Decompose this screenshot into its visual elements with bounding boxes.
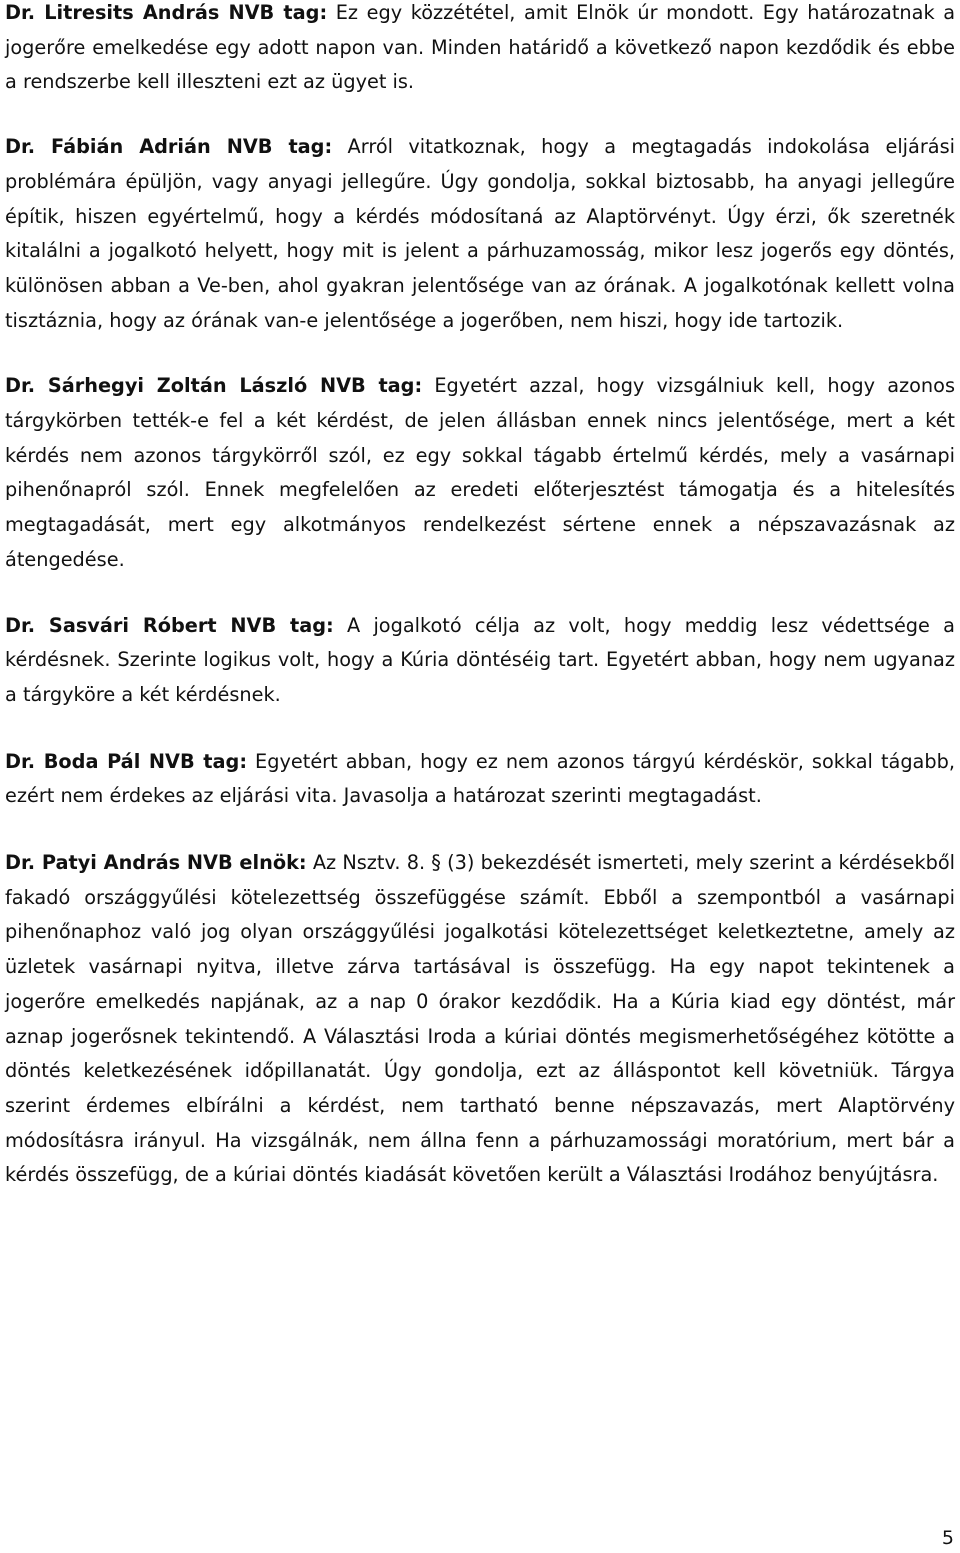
speaker-sasvari: Dr. Sasvári Róbert NVB tag: <box>5 613 334 637</box>
paragraph-boda <box>5 745 955 814</box>
paragraph-sarhegyi <box>5 369 955 577</box>
paragraph-fabian <box>5 130 955 338</box>
document-page <box>5 0 955 1193</box>
statement-sarhegyi: Egyetért azzal, hogy vizsgálniuk kell, hogy azonos tárgykörben tették-e fel a két kérdést, de jelen állásban ennek nincs jelentősége, mert a két kérdés nem azonos tárgykörről szól, ez egy sokkal tágabb értelmű kérdés, mely a vasárnapi pihenőnapról szól. Ennek megfelelően az eredeti előterjesztést támogatja és a hitelesítés megtagadását, mert egy alkotmányos rendelkezést sértene ennek a népszavazásnak az átengedése. <box>5 374 955 571</box>
speaker-patyi: Dr. Patyi András NVB elnök: <box>5 851 307 875</box>
statement-fabian: Arról vitatkoznak, hogy a megtagadás indokolása eljárási problémára épüljön, vagy anyagi jellegűre. Úgy gondolja, sokkal biztosabb, ha anyagi jellegűre építik, hiszen egyértelmű, hogy a kérdés módosítaná az Alaptörvényt. Úgy érzi, ők szeretnék kitalálni a jogalkotó helyett, hogy mit is jelent a párhuzamosság, mikor lesz jogerős egy döntés, különösen abban a Ve-ben, ahol gyakran jelentősége van az órának. A jogalkotónak kellett volna tisztáznia, hogy az órának van-e jelentősége a jogerőben, nem hiszi, hogy ide tartozik. <box>5 135 955 332</box>
statement-boda: Egyetért abban, hogy ez nem azonos tárgyú kérdéskör, sokkal tágabb, ezért nem érdekes az eljárási vita. Javasolja a határozat szerinti megtagadást. <box>5 749 955 808</box>
speaker-litresits: Dr. Litresits András NVB tag: <box>5 1 328 24</box>
speaker-fabian: Dr. Fábián Adrián NVB tag: <box>5 135 333 159</box>
statement-sasvari: A jogalkotó célja az volt, hogy meddig lesz védettsége a kérdésnek. Szerinte logikus volt, hogy a Kúria döntéséig tart. Egyetért abban, hogy nem ugyanaz a tárgyköre a két kérdésnek. <box>5 613 955 706</box>
speaker-sarhegyi: Dr. Sárhegyi Zoltán László NVB tag: <box>5 374 423 398</box>
paragraph-sasvari <box>5 609 955 713</box>
paragraph-litresits <box>5 0 955 100</box>
paragraph-patyi <box>5 846 955 1193</box>
statement-patyi: Az Nsztv. 8. § (3) bekezdését ismerteti, mely szerint a kérdésekből fakadó országgyűlési kötelezettség összefüggése számít. Ebből a szempontból a vasárnapi pihenőnaphoz való jog olyan országgyűlési jogalkotási kötelezettséget keletkeztetne, amely az üzletek vasárnapi nyitva, illetve zárva tartásával is összefügg. Ha egy napot tekintenek a jogerőre emelkedés napjának, az a nap 0 órakor kezdődik. Ha a Kúria kiad egy döntést, már aznap jogerősnek tekintendő. A Választási Iroda a kúriai döntés megismerhetőségéhez kötötte a döntés keletkezésének időpillanatát. Úgy gondolja, ezt az álláspontot kell követniük. Tárgya szerint érdemes elbírálni a kérdést, nem tartható benne népszavazás, mert Alaptörvény módosításra irányul. Ha vizsgálnák, nem állna fenn a párhuzamossági moratórium, mert bár a kérdés összefügg, de a kúriai döntés kiadását követően került a Választási Irodához benyújtásra. <box>5 851 955 1187</box>
speaker-boda: Dr. Boda Pál NVB tag: <box>5 749 248 773</box>
page-number: 5 <box>941 1527 954 1549</box>
statement-litresits: Ez egy közzététel, amit Elnök úr mondott. Egy határozatnak a jogerőre emelkedése egy adott napon van. Minden határidő a következő napon kezdődik és ebbe a rendszerbe kell illeszteni ezt az ügyet is. <box>5 1 956 94</box>
